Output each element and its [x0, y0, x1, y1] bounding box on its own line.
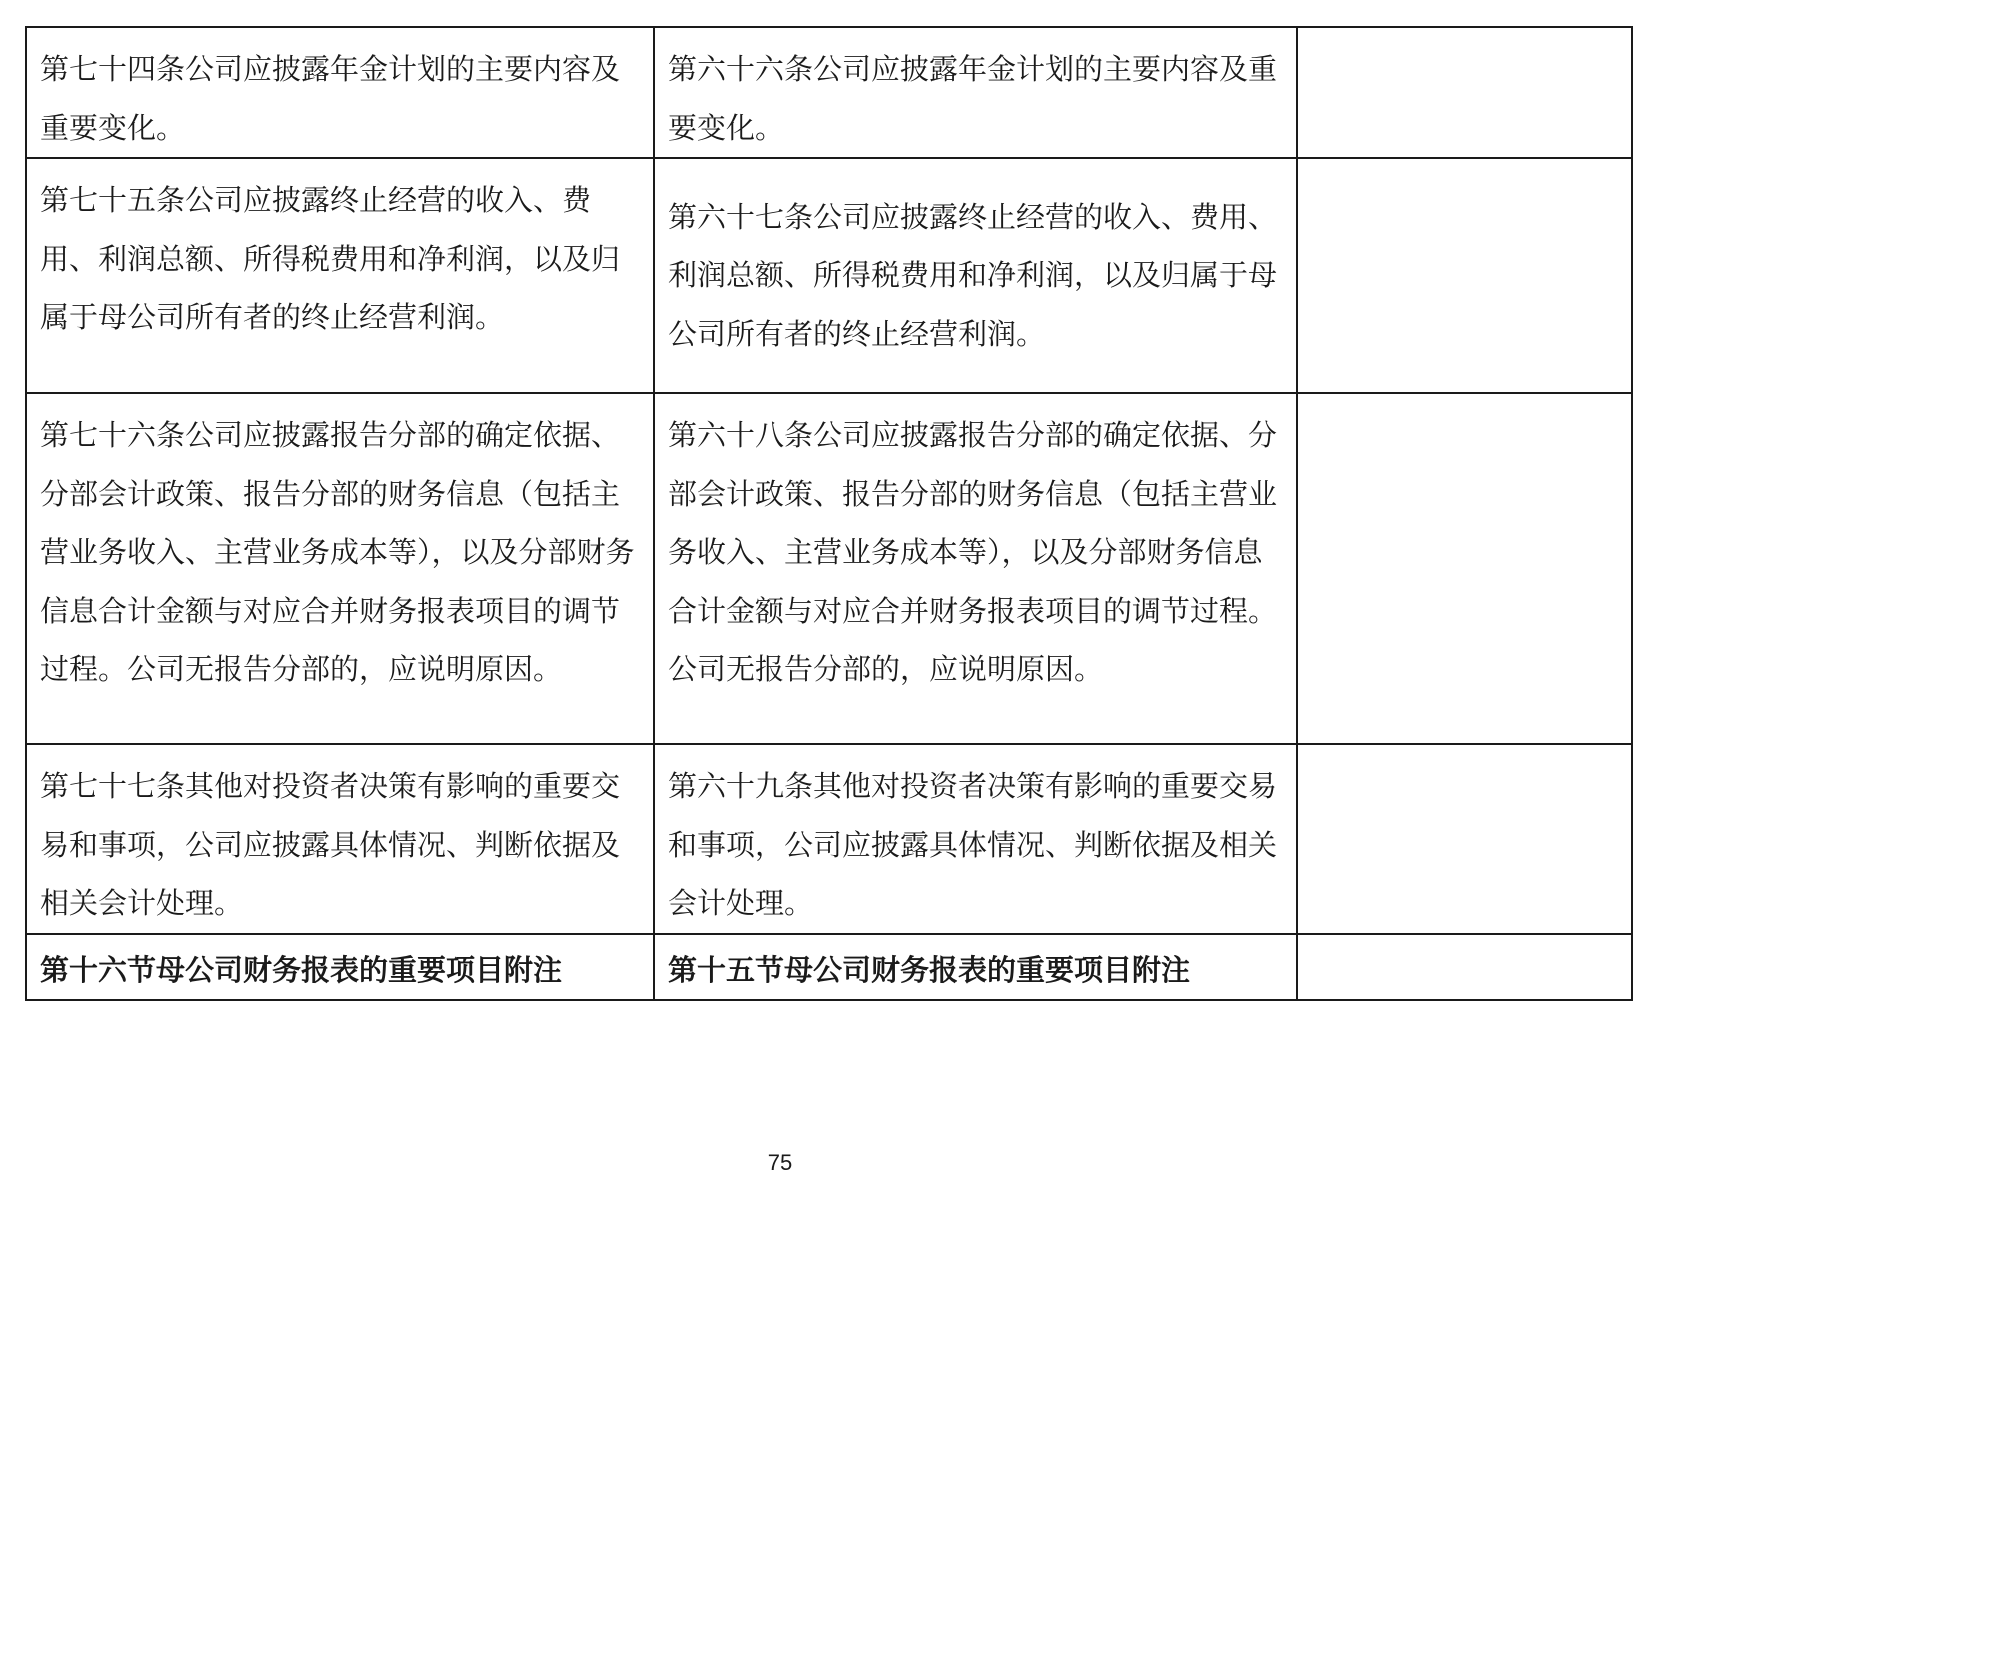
table-row	[26, 393, 1632, 744]
old-clause-cell: 第七十四条公司应披露年金计划的主要内容及重要变化。	[26, 27, 654, 158]
new-section-heading: 第十五节母公司财务报表的重要项目附注	[654, 934, 1297, 1001]
section-heading-row	[26, 934, 1632, 1001]
table-row	[26, 158, 1632, 393]
old-section-heading: 第十六节母公司财务报表的重要项目附注	[26, 934, 654, 1001]
old-clause-cell: 第七十五条公司应披露终止经营的收入、费用、利润总额、所得税费用和净利润，以及归属于母公司所有者的终止经营利润。	[26, 158, 654, 393]
note-cell	[1297, 934, 1632, 1001]
new-clause-cell: 第六十七条公司应披露终止经营的收入、费用、利润总额、所得税费用和净利润，以及归属于母公司所有者的终止经营利润。	[654, 158, 1297, 393]
old-clause-cell: 第七十七条其他对投资者决策有影响的重要交易和事项，公司应披露具体情况、判断依据及相关会计处理。	[26, 744, 654, 934]
new-clause-cell: 第六十九条其他对投资者决策有影响的重要交易和事项，公司应披露具体情况、判断依据及相关会计处理。	[654, 744, 1297, 934]
new-clause-cell: 第六十六条公司应披露年金计划的主要内容及重要变化。	[654, 27, 1297, 158]
note-cell	[1297, 744, 1632, 934]
table-row	[26, 744, 1632, 934]
new-clause-cell: 第六十八条公司应披露报告分部的确定依据、分部会计政策、报告分部的财务信息（包括主营业务收入、主营业务成本等），以及分部财务信息合计金额与对应合并财务报表项目的调节过程。公司无报告分部的，应说明原因。	[654, 393, 1297, 744]
note-cell	[1297, 158, 1632, 393]
page-number: 75	[767, 1150, 793, 1175]
table-row	[26, 27, 1632, 158]
note-cell	[1297, 393, 1632, 744]
comparison-table	[25, 26, 1633, 1001]
note-cell	[1297, 27, 1632, 158]
old-clause-cell: 第七十六条公司应披露报告分部的确定依据、分部会计政策、报告分部的财务信息（包括主营业务收入、主营业务成本等），以及分部财务信息合计金额与对应合并财务报表项目的调节过程。公司无报告分部的，应说明原因。	[26, 393, 654, 744]
